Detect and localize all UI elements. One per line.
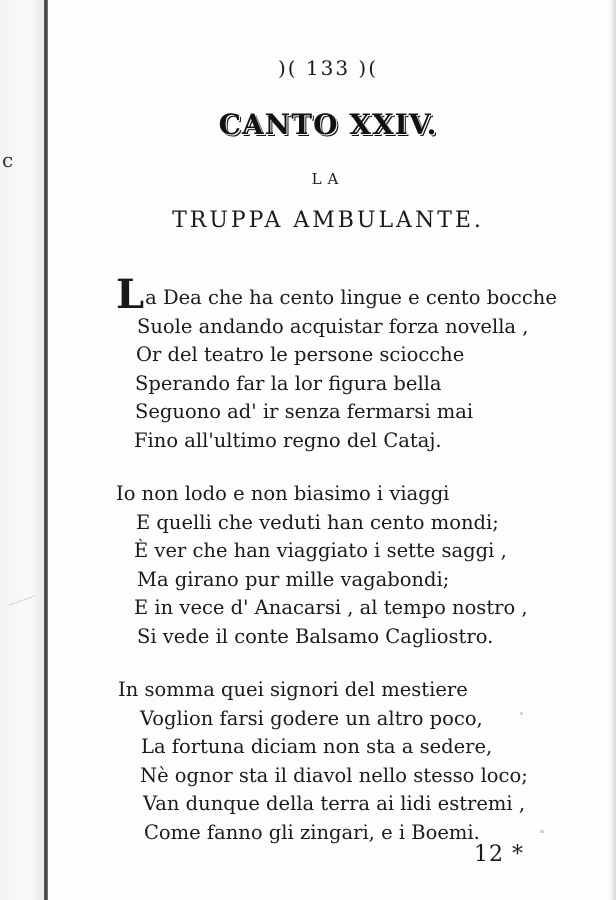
verse-line: Nè ognor sta il diavol nello stesso loco; — [140, 763, 528, 787]
drop-cap: L — [116, 271, 145, 318]
ink-speck — [520, 712, 523, 715]
stanza-2 — [0, 480, 616, 651]
ink-speck — [540, 830, 544, 833]
verse-line: E in vece d' Anacarsi , al tempo nostro , — [134, 596, 528, 619]
verse-line: Suole andando acquistar forza novella , — [137, 314, 529, 338]
canto-title: CANTO XXIV. — [218, 108, 438, 141]
verse-line: Sperando far la lor figura bella — [135, 371, 442, 395]
margin-mark: c — [2, 148, 14, 172]
verse-line: Seguono ad' ir senza fermarsi mai — [135, 400, 474, 423]
verse-line: Io non lodo e non biasimo i viaggi — [116, 482, 450, 505]
signature-mark: 12 * — [474, 842, 524, 867]
verse-line: È ver che han viaggiato i sette saggi , — [134, 539, 507, 562]
verse-line: Voglion farsi godere un altro poco, — [140, 706, 483, 730]
verse-line: Ma girano pur mille vagabondi; — [137, 567, 450, 591]
verse-line: Van dunque della terra ai lidi estremi , — [143, 792, 526, 815]
verse-line: Si vede il conte Balsamo Cagliostro. — [137, 624, 494, 648]
verse-line: Or del teatro le persone sciocche — [136, 343, 465, 366]
verse-line: La fortuna diciam non sta a sedere, — [141, 735, 493, 758]
page-number: )( 133 )( — [277, 56, 379, 80]
verse-line: La Dea che ha cento lingue e cento bocche — [116, 271, 557, 318]
verse-line: Come fanno gli zingari, e i Boemi. — [144, 820, 480, 844]
verse-line: E quelli che veduti han cento mondi; — [136, 510, 499, 534]
verse-line: Fino all'ultimo regno del Cataj. — [134, 428, 442, 452]
verse-line: In somma quei signori del mestiere — [118, 678, 468, 701]
subtitle-main: TRUPPA AMBULANTE. — [172, 208, 484, 233]
stanza-3 — [0, 676, 616, 847]
subtitle-article: LA — [311, 170, 345, 188]
stanza-1 — [0, 271, 616, 455]
